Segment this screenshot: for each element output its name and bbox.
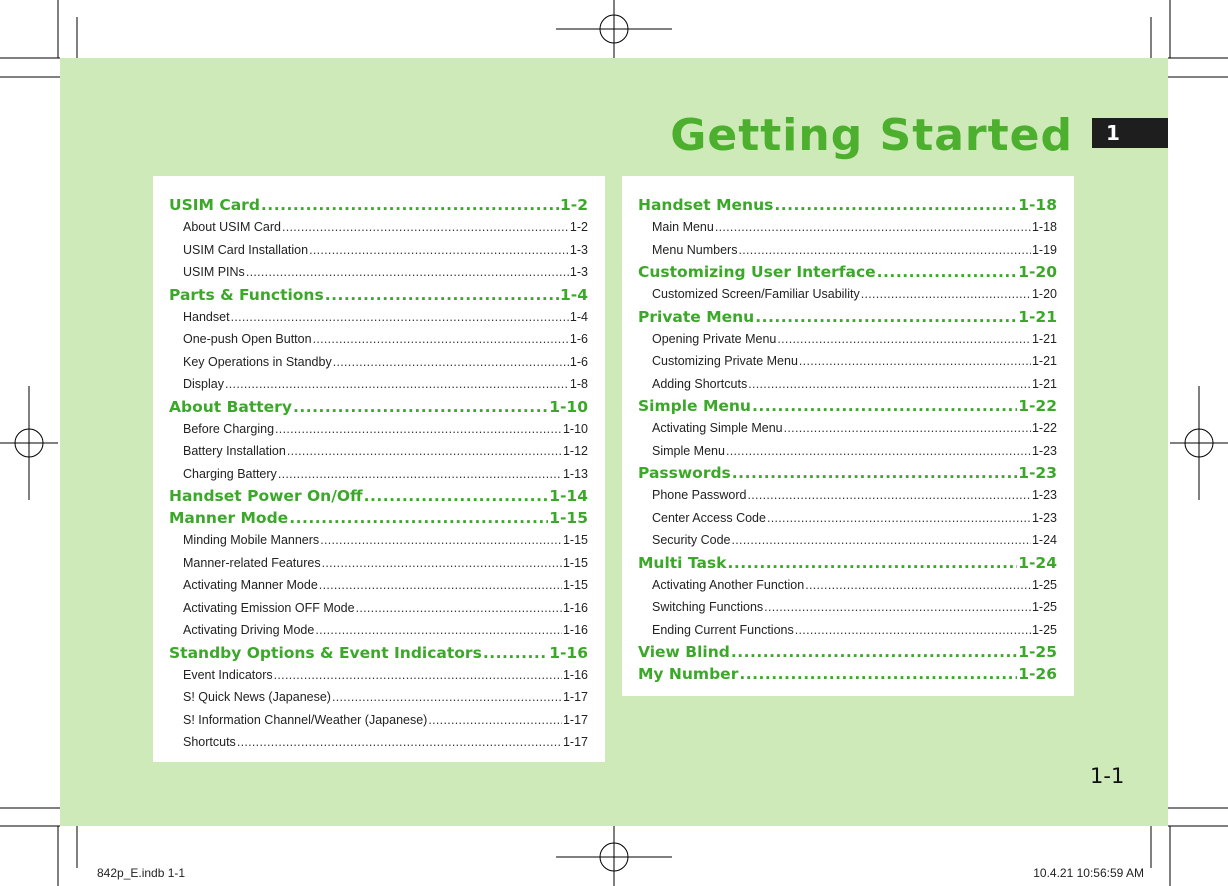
toc-page-number: 1-16 [562, 667, 588, 682]
toc-item[interactable] [169, 418, 588, 441]
toc-item-label: Security Code [652, 533, 731, 547]
toc-item-label: Activating Emission OFF Mode [183, 600, 355, 615]
toc-section-label: Standby Options & Event Indicators [169, 643, 482, 662]
toc-page-number: 1-25 [1031, 600, 1057, 614]
toc-item-label: Activating Manner Mode [183, 578, 318, 592]
toc-item-label: Minding Mobile Manners [183, 533, 320, 547]
toc-page-number: 1-21 [1031, 376, 1057, 391]
dot-leader [332, 686, 562, 709]
toc-page-number: 1-13 [562, 466, 588, 481]
toc-section-label: Handset Power On/Off [169, 487, 363, 505]
dot-leader [755, 306, 1017, 328]
toc-item[interactable] [638, 216, 1057, 239]
toc-section-label: Multi Task [638, 553, 727, 572]
toc-page-number: 1-24 [1018, 553, 1057, 572]
toc-section[interactable] [169, 507, 588, 529]
toc-section-label: Handset Menus [638, 196, 774, 214]
toc-item[interactable] [169, 686, 588, 709]
toc-item[interactable] [638, 350, 1057, 373]
toc-page-number: 1-20 [1031, 287, 1057, 301]
toc-item[interactable] [638, 507, 1057, 530]
toc-item-label: S! Quick News (Japanese) [183, 690, 331, 704]
toc-page-number: 1-18 [1031, 220, 1057, 234]
dot-leader [877, 261, 1018, 283]
toc-section[interactable] [638, 395, 1057, 417]
toc-item[interactable] [169, 664, 588, 687]
toc-item[interactable] [169, 373, 588, 396]
toc-page-number: 1-10 [562, 421, 588, 436]
toc-page-number: 1-15 [562, 555, 588, 570]
toc-page-number: 1-6 [569, 354, 588, 369]
dot-leader [732, 462, 1017, 484]
toc-item-label: Center Access Code [652, 510, 766, 525]
toc-item-label: Menu Numbers [652, 242, 738, 257]
toc-page-number: 1-19 [1031, 242, 1057, 257]
dot-leader [764, 596, 1031, 619]
toc-page-number: 1-6 [569, 332, 588, 346]
toc-item[interactable] [638, 373, 1057, 396]
toc-item-label: Opening Private Menu [652, 331, 777, 346]
dot-leader [726, 440, 1031, 463]
toc-item-label: One-push Open Button [183, 332, 312, 346]
toc-page-number: 1-2 [569, 220, 588, 234]
dot-leader [774, 194, 1017, 216]
dot-leader [715, 216, 1031, 239]
dot-leader [315, 619, 562, 642]
dot-leader [364, 485, 549, 507]
dot-leader [319, 574, 562, 597]
dot-leader [261, 194, 559, 216]
dot-leader [293, 396, 548, 418]
toc-item-label: Customizing Private Menu [652, 354, 798, 368]
toc-page-number: 1-26 [1018, 665, 1057, 683]
dot-leader [309, 239, 569, 262]
toc-item[interactable] [638, 596, 1057, 619]
dot-leader [731, 641, 1017, 663]
dot-leader [799, 350, 1031, 373]
toc-page-number: 1-3 [569, 265, 588, 279]
dot-leader [282, 216, 569, 239]
toc-page-number: 1-16 [562, 623, 588, 637]
dot-leader [784, 417, 1031, 440]
toc-section-label: My Number [638, 665, 739, 683]
toc-section-label: Passwords [638, 464, 731, 482]
dot-leader [748, 373, 1031, 396]
toc-item-label: Adding Shortcuts [652, 376, 748, 391]
toc-item-label: Activating Another Function [652, 577, 805, 592]
toc-section[interactable] [638, 552, 1057, 574]
dot-leader [777, 328, 1031, 351]
dot-leader [356, 597, 562, 620]
dot-leader [313, 328, 569, 351]
toc-item[interactable] [638, 283, 1057, 306]
toc-item[interactable] [169, 328, 588, 351]
toc-item[interactable] [169, 574, 588, 597]
toc-page-number: 1-17 [562, 712, 588, 727]
toc-section[interactable] [169, 194, 588, 216]
footer-file-label: 842p_E.indb 1-1 [97, 866, 186, 880]
toc-section-label: Simple Menu [638, 397, 751, 415]
toc-item-label: Phone Password [652, 488, 747, 502]
toc-section-label: Private Menu [638, 307, 755, 326]
toc-item-label: USIM PINs [183, 265, 245, 279]
toc-item[interactable] [169, 306, 588, 329]
toc-item[interactable] [169, 529, 588, 552]
chapter-title: Getting Started [670, 110, 1073, 161]
toc-item-label: Key Operations in Standby [183, 354, 332, 369]
toc-page-number: 1-2 [559, 196, 588, 214]
toc-page-number: 1-4 [569, 309, 588, 324]
toc-page-number: 1-21 [1031, 354, 1057, 368]
dot-leader [861, 283, 1031, 306]
dot-leader [732, 529, 1031, 552]
toc-item-label: Event Indicators [183, 667, 273, 682]
toc-item[interactable] [638, 440, 1057, 463]
toc-item[interactable] [169, 216, 588, 239]
toc-item[interactable] [169, 709, 588, 732]
toc-page-number: 1-16 [562, 600, 588, 615]
toc-section-label: Manner Mode [169, 509, 289, 527]
toc-page-number: 1-16 [549, 643, 588, 662]
dot-leader [225, 373, 569, 396]
dot-leader [739, 663, 1017, 685]
toc-item-label: Switching Functions [652, 600, 764, 614]
toc-panel-left [153, 176, 605, 762]
toc-section[interactable] [169, 642, 588, 664]
toc-page-number: 1-22 [1031, 421, 1057, 435]
toc-item[interactable] [169, 597, 588, 620]
dot-leader [428, 709, 562, 732]
toc-item-label: Activating Simple Menu [652, 421, 783, 435]
toc-page-number: 1-23 [1031, 488, 1057, 502]
toc-page-number: 1-3 [569, 242, 588, 257]
toc-page-number: 1-22 [1018, 397, 1057, 415]
toc-section[interactable] [169, 485, 588, 507]
toc-page-number: 1-15 [549, 509, 588, 527]
toc-section[interactable] [638, 261, 1057, 283]
dot-leader [322, 552, 562, 575]
toc-page-number: 1-12 [562, 444, 588, 458]
page-number: 1-1 [1090, 764, 1125, 788]
toc-page-number: 1-23 [1031, 443, 1057, 458]
dot-leader [752, 395, 1017, 417]
toc-item-label: Charging Battery [183, 466, 277, 481]
toc-item-label: Battery Installation [183, 444, 286, 458]
dot-leader [289, 507, 548, 529]
toc-section[interactable] [169, 396, 588, 418]
toc-page-number: 1-25 [1031, 577, 1057, 592]
toc-item[interactable] [169, 552, 588, 575]
toc-item-label: S! Information Channel/Weather (Japanese) [183, 712, 428, 727]
dot-leader [275, 418, 562, 441]
toc-item-label: About USIM Card [183, 220, 281, 234]
toc-item-label: Activating Driving Mode [183, 623, 315, 637]
dot-leader [231, 306, 569, 329]
dot-leader [795, 619, 1031, 642]
toc-section-label: USIM Card [169, 196, 260, 214]
toc-section[interactable] [638, 462, 1057, 484]
toc-item[interactable] [638, 529, 1057, 552]
toc-item[interactable] [169, 261, 588, 284]
toc-section[interactable] [638, 306, 1057, 328]
toc-item[interactable] [638, 619, 1057, 642]
toc-item-label: Ending Current Functions [652, 622, 794, 637]
toc-page-number: 1-21 [1018, 307, 1057, 326]
toc-page-number: 1-20 [1018, 263, 1057, 281]
toc-section[interactable] [638, 663, 1057, 685]
toc-item[interactable] [169, 239, 588, 262]
dot-leader [325, 284, 559, 306]
toc-section-label: Parts & Functions [169, 285, 324, 304]
toc-page-number: 1-17 [562, 735, 588, 749]
toc-page-number: 1-15 [562, 578, 588, 592]
toc-page-number: 1-17 [562, 690, 588, 704]
toc-item-label: Main Menu [652, 220, 714, 234]
dot-leader [738, 239, 1031, 262]
toc-item-label: USIM Card Installation [183, 242, 309, 257]
toc-page-number: 1-18 [1018, 196, 1057, 214]
toc-section-label: About Battery [169, 397, 292, 416]
footer-timestamp: 10.4.21 10:56:59 AM [1033, 866, 1144, 880]
toc-item-label: Customized Screen/Familiar Usability [652, 287, 860, 301]
dot-leader [727, 552, 1017, 574]
dot-leader [237, 731, 562, 754]
toc-item-label: Manner-related Features [183, 555, 321, 570]
chapter-tab: 1 [1092, 118, 1168, 148]
dot-leader [274, 664, 562, 687]
dot-leader [767, 507, 1031, 530]
toc-page-number: 1-23 [1031, 510, 1057, 525]
toc-item[interactable] [169, 619, 588, 642]
toc-page-number: 1-8 [569, 377, 588, 391]
dot-leader [278, 463, 562, 486]
toc-item[interactable] [169, 351, 588, 374]
toc-item[interactable] [169, 463, 588, 486]
toc-panel-right [622, 176, 1074, 696]
toc-page-number: 1-10 [549, 397, 588, 416]
toc-item[interactable] [638, 484, 1057, 507]
dot-leader [320, 529, 562, 552]
toc-item[interactable] [638, 328, 1057, 351]
toc-item-label: Before Charging [183, 421, 275, 436]
toc-section-label: View Blind [638, 643, 730, 661]
dot-leader [805, 574, 1031, 597]
toc-page-number: 1-21 [1031, 331, 1057, 346]
dot-leader [333, 351, 569, 374]
dot-leader [748, 484, 1031, 507]
toc-item-label: Simple Menu [652, 443, 725, 458]
toc-section[interactable] [638, 641, 1057, 663]
toc-page-number: 1-15 [562, 533, 588, 547]
toc-page-number: 1-25 [1018, 643, 1057, 661]
toc-item[interactable] [638, 239, 1057, 262]
dot-leader [246, 261, 569, 284]
toc-item-label: Display [183, 377, 224, 391]
toc-page-number: 1-14 [549, 487, 588, 505]
toc-item[interactable] [169, 731, 588, 754]
toc-page-number: 1-24 [1031, 533, 1057, 547]
toc-page-number: 1-25 [1031, 622, 1057, 637]
toc-item[interactable] [169, 440, 588, 463]
dot-leader [483, 642, 548, 664]
toc-item-label: Shortcuts [183, 735, 236, 749]
dot-leader [287, 440, 562, 463]
toc-item[interactable] [638, 574, 1057, 597]
toc-section-label: Customizing User Interface [638, 263, 876, 281]
toc-page-number: 1-4 [559, 285, 588, 304]
toc-section[interactable] [169, 284, 588, 306]
toc-section[interactable] [638, 194, 1057, 216]
toc-item[interactable] [638, 417, 1057, 440]
toc-page-number: 1-23 [1018, 464, 1057, 482]
toc-item-label: Handset [183, 309, 230, 324]
